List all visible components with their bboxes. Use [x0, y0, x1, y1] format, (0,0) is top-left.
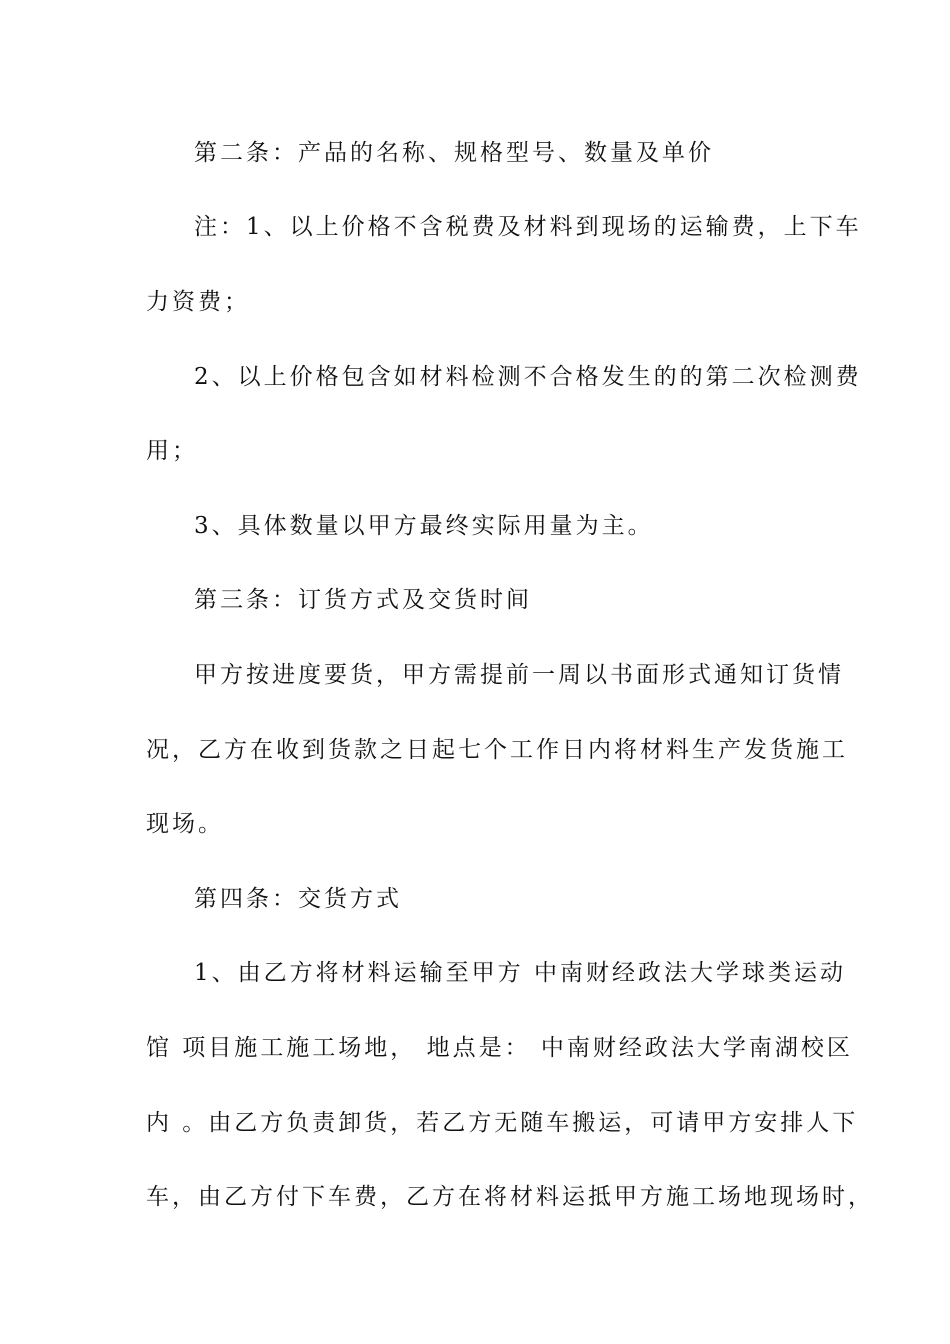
article-3-paragraph-line-3: 现场。: [146, 811, 224, 837]
article-4-paragraph-line-2: 馆 项目施工施工场地， 地点是： 中南财经政法大学南湖校区: [146, 1035, 853, 1061]
note-1-line-2: 力资费；: [146, 289, 250, 315]
article-2-heading: 第二条：产品的名称、规格型号、数量及单价: [194, 140, 714, 166]
note-1-line-1: 注：1、以上价格不含税费及材料到现场的运输费，上下车: [194, 214, 862, 240]
article-4-paragraph-line-1: 1、由乙方将材料运输至甲方 中南财经政法大学球类运动: [194, 960, 846, 986]
article-4-paragraph-line-4: 车，由乙方付下车费，乙方在将材料运抵甲方施工场地现场时，: [146, 1184, 874, 1210]
note-2-line-1: 2、以上价格包含如材料检测不合格发生的的第二次检测费: [194, 364, 862, 390]
article-4-paragraph-line-3: 内 。由乙方负责卸货，若乙方无随车搬运，可请甲方安排人下: [146, 1110, 859, 1136]
article-3-paragraph-line-1: 甲方按进度要货，甲方需提前一周以书面形式通知订货情: [194, 662, 844, 688]
note-3-line: 3、具体数量以甲方最终实际用量为主。: [194, 513, 654, 539]
article-3-paragraph-line-2: 况，乙方在收到货款之日起七个工作日内将材料生产发货施工: [146, 737, 848, 763]
note-2-line-2: 用；: [146, 438, 198, 464]
article-4-heading: 第四条：交货方式: [194, 886, 402, 912]
article-3-heading: 第三条：订货方式及交货时间: [194, 587, 532, 613]
